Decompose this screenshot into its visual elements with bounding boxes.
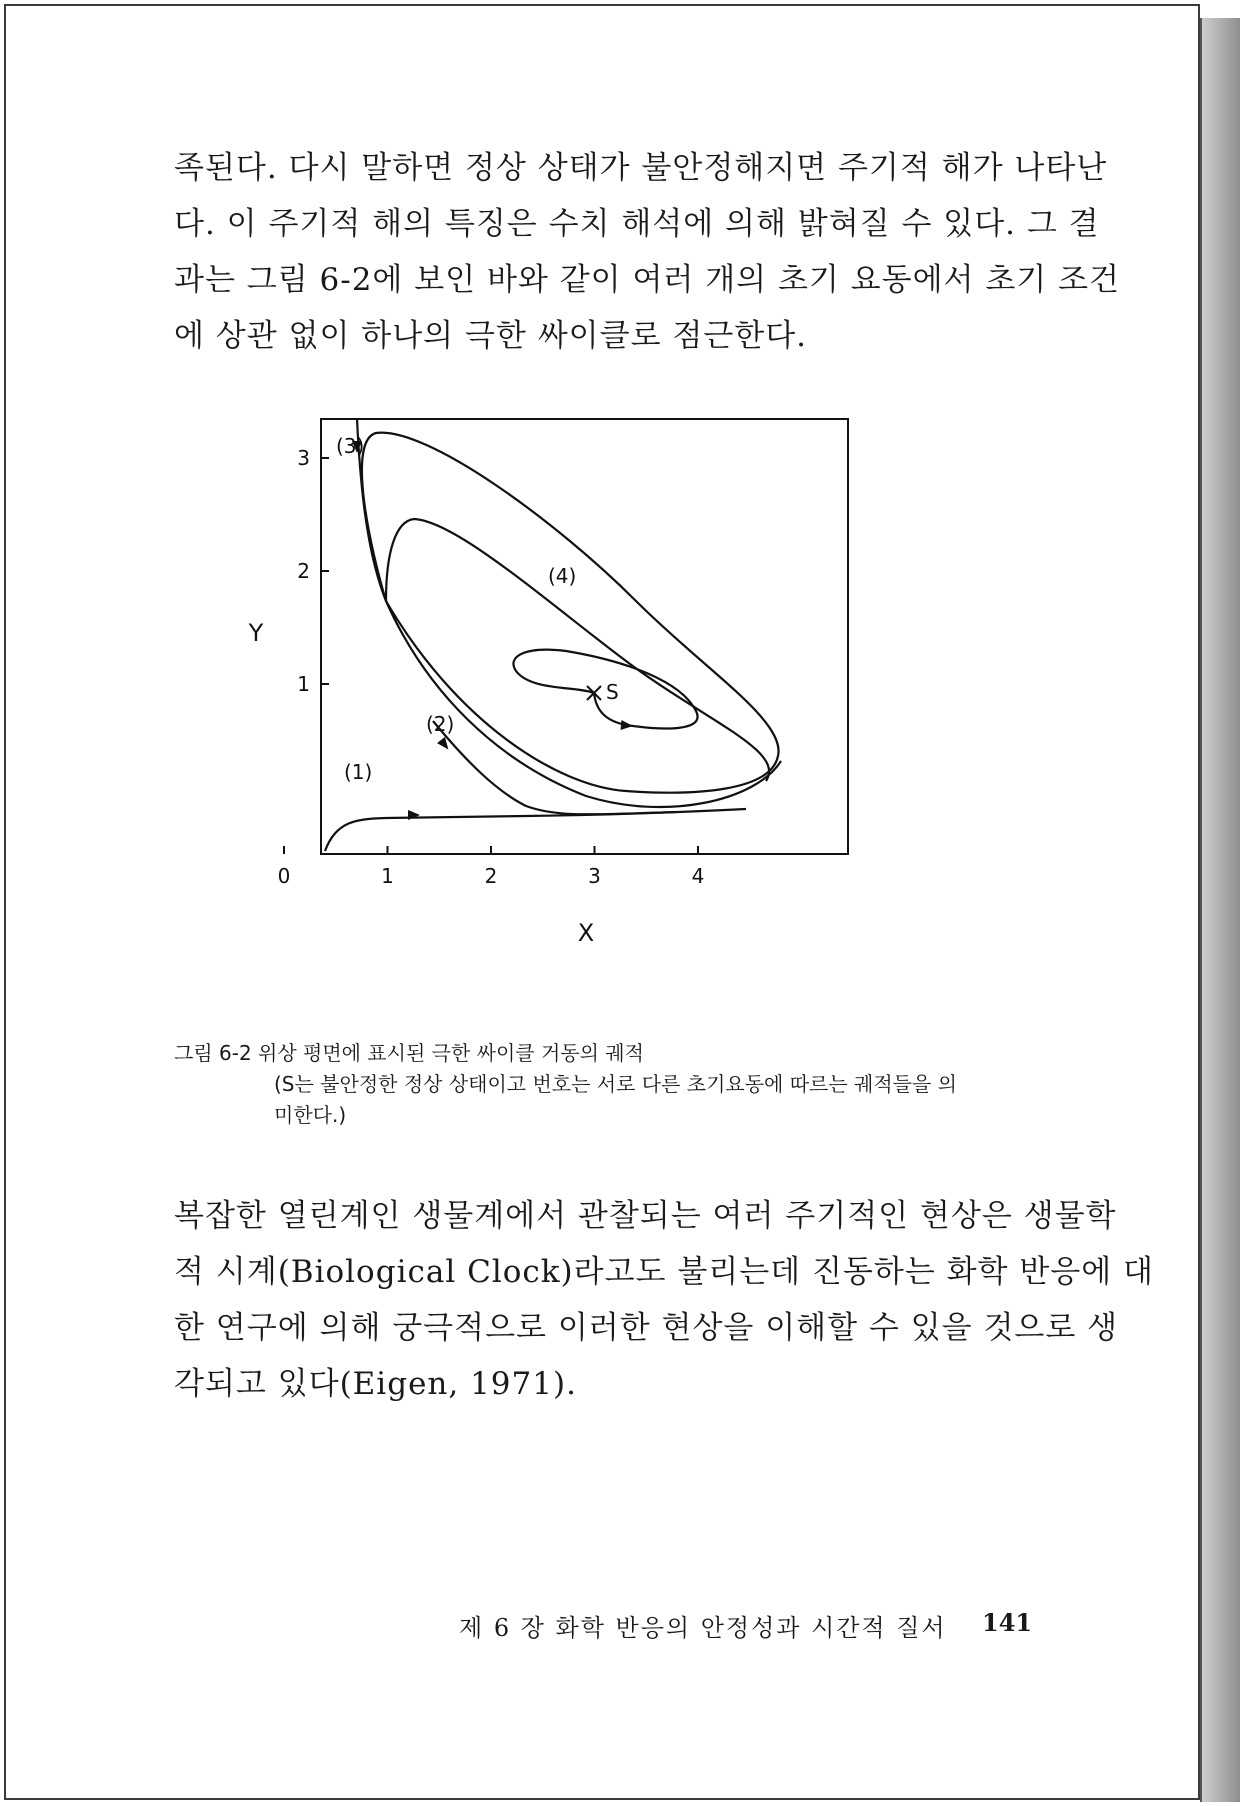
text-line: 한 연구에 의해 궁극적으로 이러한 현상을 이해할 수 있을 것으로 생 [174, 1310, 1119, 1346]
paragraph-1 [174, 140, 1120, 364]
text-line: 에 상관 없이 하나의 극한 싸이클로 점근한다. [174, 318, 808, 354]
series-curve [357, 419, 781, 807]
y-tick-label: 2 [297, 559, 310, 583]
y-axis-label: Y [248, 619, 264, 647]
figure-caption [174, 1038, 1044, 1131]
x-tick-label: 0 [277, 864, 291, 888]
x-axis-label: X [577, 919, 595, 947]
series-curve [325, 809, 746, 851]
text-line: 다. 이 주기적 해의 특징은 수치 해석에 의해 밝혀질 수 있다. 그 결 [174, 206, 1100, 242]
text-line: 과는 그림 6-2에 보인 바와 같이 여러 개의 초기 요동에서 초기 조건 [174, 262, 1120, 298]
x-tick-label: 4 [691, 864, 705, 888]
text-line: 적 시계(Biological Clock)라고도 불리는데 진동하는 화학 반응에 대 [174, 1254, 1154, 1290]
text-line: 족된다. 다시 말하면 정상 상태가 불안정해지면 주기적 해가 나타난 [174, 150, 1108, 186]
caption-note: (S는 불안정한 정상 상태이고 번호는 서로 다른 초기요동에 따르는 궤적들을 의 [274, 1072, 957, 1096]
series-label: (2) [426, 712, 455, 736]
series-label: (4) [548, 564, 577, 588]
series-label: (3) [336, 434, 365, 458]
x-tick-label: 1 [381, 864, 394, 888]
paragraph-2 [174, 1188, 1154, 1412]
x-tick-label: 3 [588, 864, 601, 888]
x-tick-label: 2 [484, 864, 498, 888]
s-label: S [606, 680, 619, 704]
series-label: (1) [344, 760, 373, 784]
series-curve [433, 721, 676, 814]
phase-plane-chart [226, 401, 986, 1011]
text-line: 각되고 있다(Eigen, 1971). [174, 1366, 577, 1402]
caption-title: 그림 6-2 위상 평면에 표시된 극한 싸이클 거동의 궤적 [174, 1041, 644, 1065]
trajectory-arrow [437, 737, 452, 753]
trajectory-arrow [621, 720, 634, 731]
text-line: 복잡한 열린계인 생물계에서 관찰되는 여러 주기적인 현상은 생물학 [174, 1198, 1117, 1234]
plot-frame [321, 419, 848, 854]
phase-plane-figure [226, 401, 986, 1011]
page-number: 141 [982, 1608, 1033, 1637]
y-tick-label: 3 [297, 446, 310, 470]
caption-note: 미한다.) [274, 1103, 347, 1127]
book-page [4, 4, 1200, 1800]
y-tick-label: 1 [297, 672, 310, 696]
page-stack-edge [1200, 18, 1240, 1802]
running-title: 제 6 장 화학 반응의 안정성과 시간적 질서 [459, 1614, 947, 1642]
series-curve [362, 433, 779, 793]
